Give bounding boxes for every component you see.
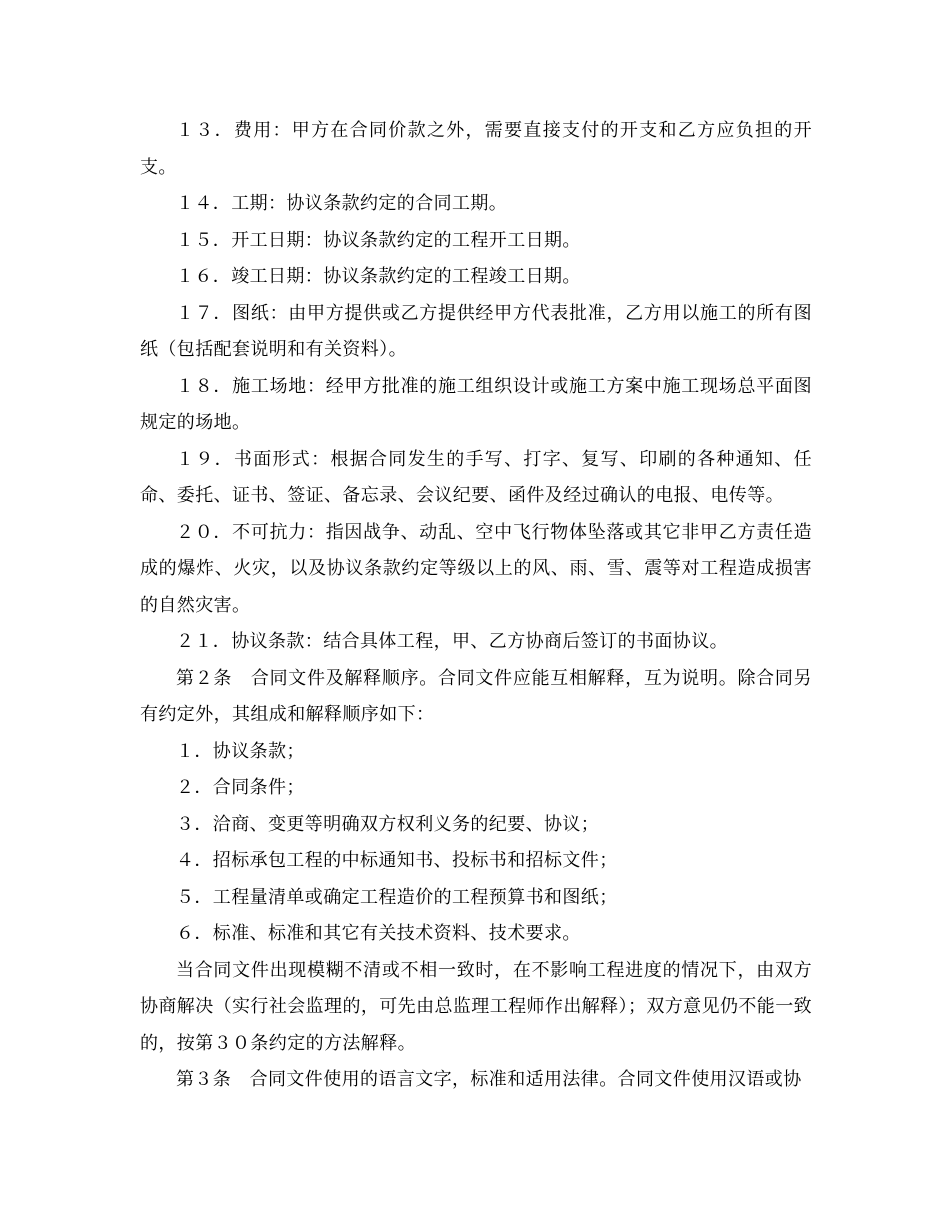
clause-19-written-form: １９．书面形式：根据合同发生的手写、打字、复写、印刷的各种通知、任命、委托、证书、签证、备忘录、会议纪要、函件及经过确认的电报、电传等。 [140, 448, 812, 506]
document-body [140, 113, 812, 1099]
article-2-documents-order: 第２条 合同文件及解释顺序。合同文件应能互相解释，互为说明。除合同另有约定外，其组成和解释顺序如下： [140, 667, 812, 725]
ambiguity-resolution: 当合同文件出现模糊不清或不相一致时，在不影响工程进度的情况下，由双方协商解决（实行社会监理的，可先由总监理工程师作出解释）；双方意见仍不能一致的，按第３０条约定的方法解释。 [140, 959, 812, 1054]
order-item-5: ５．工程量清单或确定工程造价的工程预算书和图纸； [176, 886, 618, 908]
clause-15-start-date: １５．开工日期：协议条款约定的工程开工日期。 [176, 229, 581, 251]
clause-18-site: １８．施工场地：经甲方批准的施工组织设计或施工方案中施工现场总平面图规定的场地。 [140, 375, 812, 433]
order-item-1: １．协议条款； [176, 740, 305, 762]
clause-16-completion-date: １６．竣工日期：协议条款约定的工程竣工日期。 [176, 266, 581, 287]
order-item-6: ６．标准、标准和其它有关技术资料、技术要求。 [176, 923, 581, 944]
clause-13-fees: １３．费用：甲方在合同价款之外，需要直接支付的开支和乙方应负担的开支。 [140, 120, 812, 178]
clause-14-duration: １４．工期：协议条款约定的合同工期。 [176, 193, 508, 214]
clause-17-drawings: １７．图纸：由甲方提供或乙方提供经甲方代表批准，乙方用以施工的所有图纸（包括配套说明和有关资料）。 [140, 302, 812, 360]
clause-20-force-majeure: ２０．不可抗力：指因战争、动乱、空中飞行物体坠落或其它非甲乙方责任造成的爆炸、火灾，以及协议条款约定等级以上的风、雨、雪、震等对工程造成损害的自然灾害。 [140, 521, 812, 616]
clause-21-agreement-terms: ２１．协议条款：结合具体工程，甲、乙方协商后签订的书面协议。 [176, 631, 728, 652]
article-3-language: 第３条 合同文件使用的语言文字，标准和适用法律。合同文件使用汉语或协 [176, 1069, 802, 1090]
order-item-4: ４．招标承包工程的中标通知书、投标书和招标文件； [176, 850, 618, 871]
order-item-2: ２．合同条件； [176, 777, 305, 798]
order-item-3: ３．洽商、变更等明确双方权利义务的纪要、协议； [176, 813, 600, 835]
